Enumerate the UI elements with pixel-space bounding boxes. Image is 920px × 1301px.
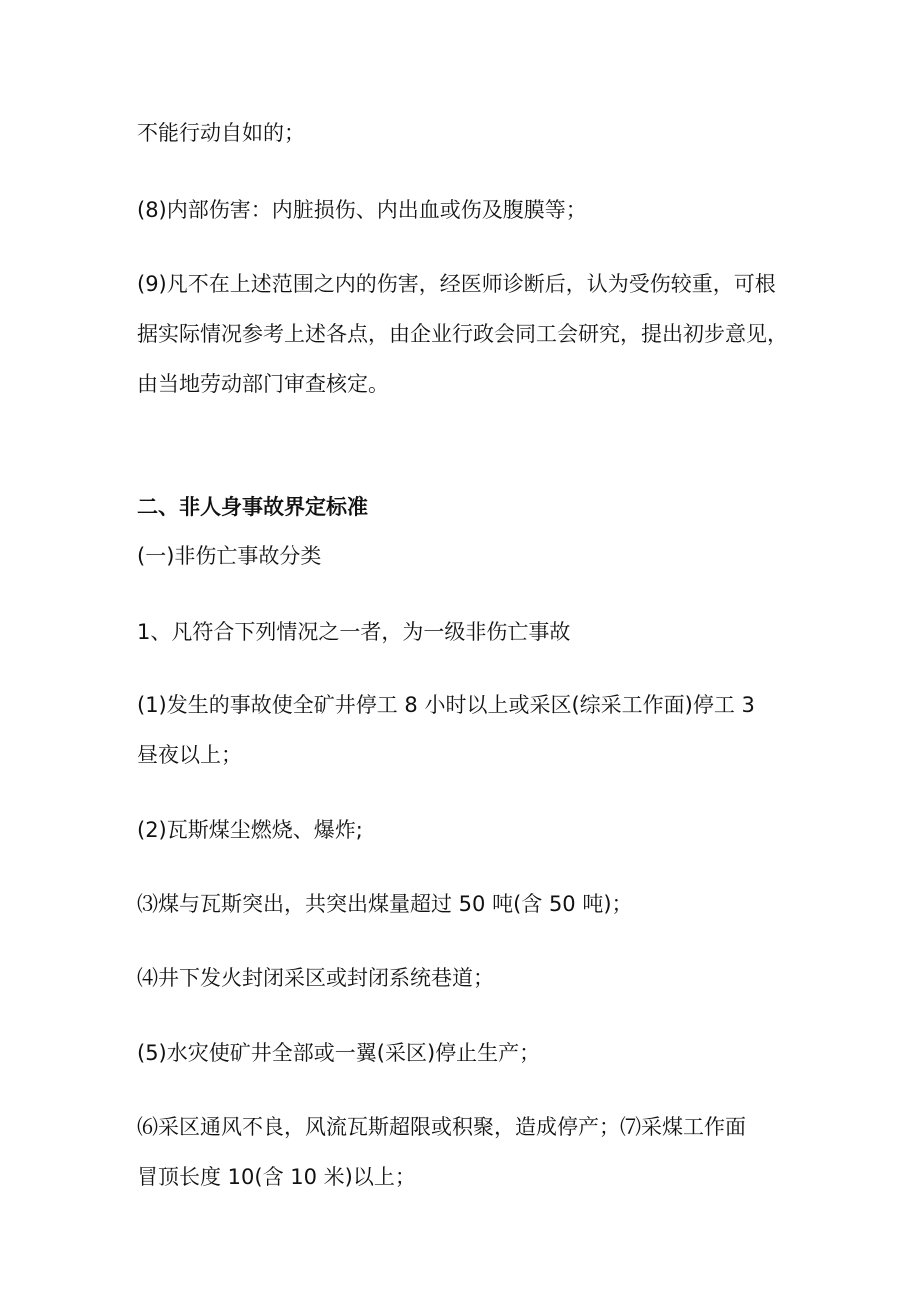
text-line-item-9-part3: 由当地劳动部门审查核定。 <box>137 372 389 396</box>
text-line-sub-1-part1: (1)发生的事故使全矿井停工 8 小时以上或采区(综采工作面)停工 3 <box>137 693 755 717</box>
text-line-sub-6-7-part1: ⑹采区通风不良，风流瓦斯超限或积聚，造成停产；⑺采煤工作面 <box>137 1115 746 1139</box>
text-line-sub-1-part2: 昼夜以上； <box>137 743 242 767</box>
section-heading: 二、非人身事故界定标准 <box>137 495 368 519</box>
subsection-heading: (一)非伤亡事故分类 <box>137 544 322 568</box>
text-line-item-9-part1: (9)凡不在上述范围之内的伤害，经医师诊断后，认为受伤较重，可根 <box>137 272 776 296</box>
text-line-sub-3: ⑶煤与瓦斯突出，共突出煤量超过 50 吨(含 50 吨)； <box>137 892 633 916</box>
text-line-sub-4: ⑷井下发火封闭采区或封闭系统巷道； <box>137 966 494 990</box>
text-line-rule-1: 1、凡符合下列情况之一者，为一级非伤亡事故 <box>137 620 571 644</box>
text-line-item-8: (8)内部伤害：内脏损伤、内出血或伤及腹膜等； <box>137 198 587 222</box>
text-line-sub-2: (2)瓦斯煤尘燃烧、爆炸; <box>137 818 363 842</box>
text-line-sub-7-part2: 冒顶长度 10(含 10 米)以上； <box>137 1165 416 1189</box>
text-line-continuation: 不能行动自如的； <box>137 121 305 145</box>
text-line-item-9-part2: 据实际情况参考上述各点，由企业行政会同工会研究，提出初步意见， <box>137 322 788 346</box>
text-line-sub-5: (5)水灾使矿井全部或一翼(采区)停止生产； <box>137 1041 541 1065</box>
